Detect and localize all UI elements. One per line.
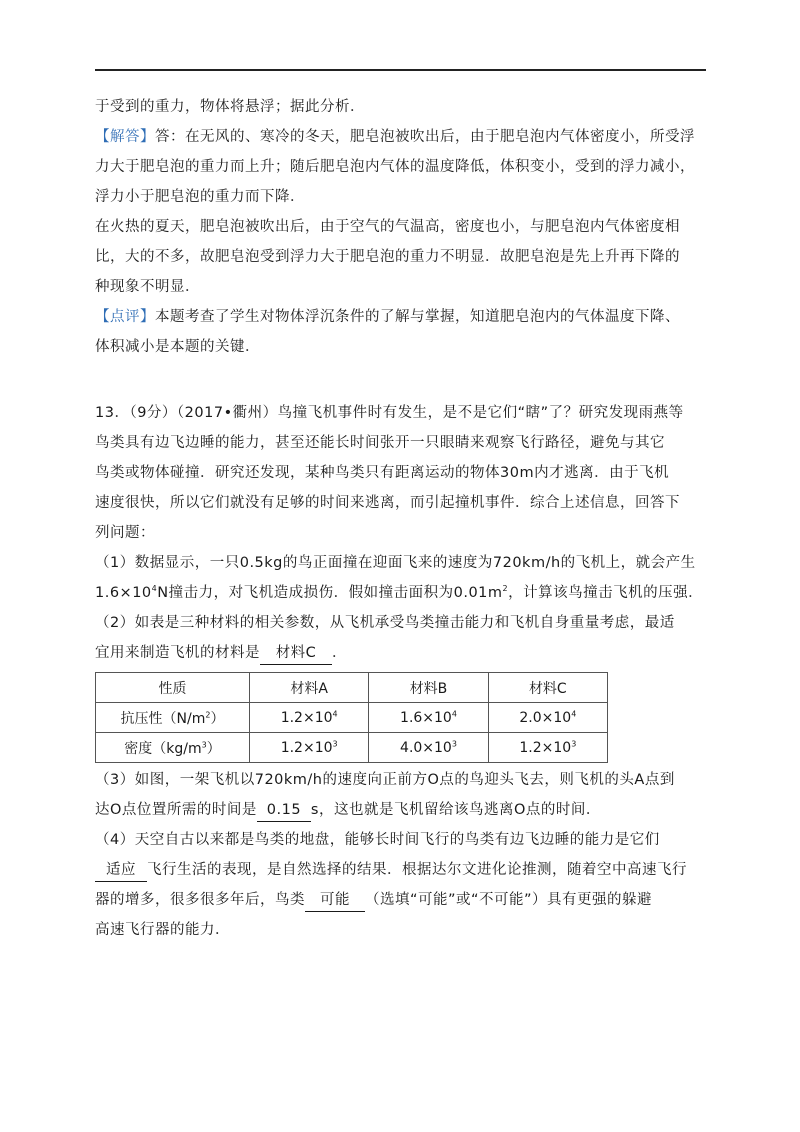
table-row [96, 703, 608, 733]
table-cell: $4.0\times 10^3$ [369, 733, 488, 763]
table-cell: $1.2\times 10^3$ [250, 733, 369, 763]
materials-table [95, 672, 608, 763]
part-1-line: $1.6\times 10^4N$撞击力，对飞机造成损伤．假如撞击面积为$0.01m^2$，计算该鸟撞击飞机的压强． [95, 584, 704, 601]
answer-line: 力大于肥皂泡的重力而上升；随后肥皂泡内气体的温度降低，体积变小，受到的浮力减小， [95, 159, 695, 175]
answer-line: 比，大的不多，故肥皂泡受到浮力大于肥皂泡的重力不明显．故肥皂泡是先上升再下降的 [95, 249, 680, 265]
table-header: 材料A [250, 673, 369, 703]
table-header: 材料C [488, 673, 607, 703]
answer-line: 答：在无风的、寒冷的冬天，肥皂泡被吹出后，由于肥皂泡内气体密度小，所受浮 [155, 129, 695, 145]
question-intro-line: 鸟类或物体碰撞．研究还发现，某种鸟类只有距离运动的物体30m内才逃离．由于飞机 [95, 465, 670, 481]
table-row [96, 733, 608, 763]
answer-tag: 【解答】 [95, 129, 155, 145]
part-4-line: 适应 飞行生活的表现，是自然选择的结果．根据达尔文进化论推测，随着空中高速飞行 [95, 855, 710, 885]
comment-line: 本题考查了学生对物体浮沉条件的了解与掌握，知道肥皂泡内的气体温度下降、 [155, 309, 680, 325]
part-4-line: （4）天空自古以来都是鸟类的地盘，能够长时间飞行的鸟类有边飞边睡的能力是它们 [95, 832, 660, 848]
table-cell: $1.2\times 10^3$ [488, 733, 607, 763]
question-intro-line: 鸟类具有边飞边睡的能力，甚至还能长时间张开一只眼睛来观察飞行路径，避免与其它 [95, 435, 665, 451]
question-intro-line: 13．（9分）（2017•衢州）鸟撞飞机事件时有发生，是不是它们“瞎”了？研究发现雨燕等 [95, 405, 684, 421]
answer-line: 种现象不明显． [95, 279, 200, 295]
question-intro-line: 速度很快，所以它们就没有足够的时间来逃离，而引起撞机事件．综合上述信息，回答下 [95, 495, 680, 511]
part-3-line: 达O点位置所需的时间是 0.15 s，这也就是飞机留给该鸟逃离O点的时间． [95, 795, 710, 825]
comment-tag: 【点评】 [95, 309, 155, 325]
answer-section [95, 122, 710, 302]
question-intro-line: 列问题： [95, 525, 155, 541]
question-13 [95, 398, 710, 945]
part-2-line: （2）如表是三种材料的相关参数，从飞机承受鸟类撞击能力和飞机自身重量考虑，最适 [95, 615, 675, 631]
part-2-line: 宜用来制造飞机的材料是 材料C ． [95, 638, 710, 668]
part-3-line: （3）如图，一架飞机以720km/h的速度向正前方O点的鸟迎头飞去，则飞机的头A点到 [95, 772, 675, 788]
document-body [95, 92, 710, 945]
table-header-row [96, 673, 608, 703]
part-4-line: 高速飞行器的能力． [95, 922, 230, 938]
table-header: 材料B [369, 673, 488, 703]
table-cell: $1.2\times 10^4$ [250, 703, 369, 733]
comment-line: 体积减小是本题的关键． [95, 339, 260, 355]
row-label: 抗压性$(N/m^2)$ [96, 703, 250, 733]
table-cell: $2.0\times 10^4$ [488, 703, 607, 733]
answer-blank: 材料C [260, 642, 332, 665]
table-cell: $1.6\times 10^4$ [369, 703, 488, 733]
answer-line: 在火热的夏天，肥皂泡被吹出后，由于空气的气温高，密度也小，与肥皂泡内气体密度相 [95, 219, 680, 235]
part-1-line: （1）数据显示，一只0.5kg的鸟正面撞在迎面飞来的速度为720km/h的飞机上，就会产生 [95, 555, 696, 571]
answer-blank: 适应 [95, 859, 147, 882]
answer-line: 浮力小于肥皂泡的重力而下降． [95, 189, 305, 205]
analysis-tail: 于受到的重力，物体将悬浮；据此分析． [95, 99, 365, 115]
part-4-line: 器的增多，很多很多年后，鸟类 可能 （选填“可能”或“不可能”）具有更强的躲避 [95, 885, 710, 915]
table-header: 性质 [96, 673, 250, 703]
header-rule [95, 69, 706, 71]
row-label: 密度$(kg/m^3)$ [96, 733, 250, 763]
answer-blank: 0.15 [257, 799, 311, 822]
comment-section [95, 302, 710, 362]
answer-blank: 可能 [305, 889, 365, 912]
